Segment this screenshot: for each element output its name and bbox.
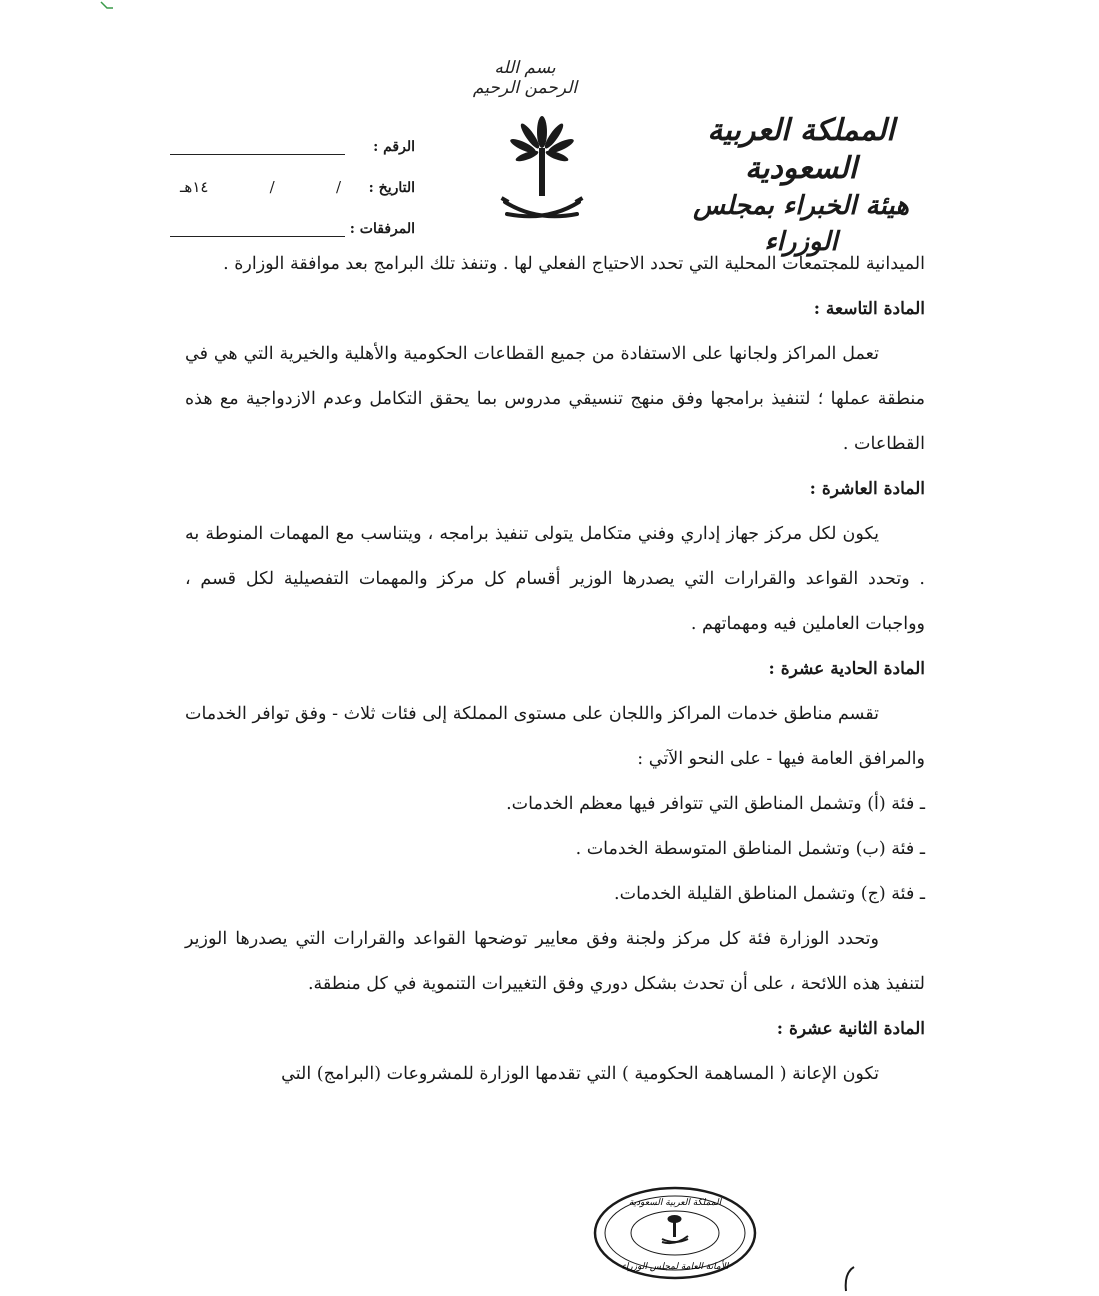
date-year: ١٤هـ [180, 178, 209, 196]
article-11-item-a: ـ فئة (أ) وتشمل المناطق التي تتوافر فيها معظم الخدمات. [506, 794, 925, 814]
date-value [170, 178, 345, 196]
date-field [170, 155, 415, 196]
article-9-text: تعمل المراكز ولجانها على الاستفادة من جميع القطاعات الحكومية والأهلية والخيرية التي هي في منطقة عملها ؛ لتنفيذ برامجها وفق منهج تنسيقي مدروس بما يحقق التكامل وعدم الازدواجية مع هذه القطاعات . [185, 344, 925, 454]
number-field [170, 114, 415, 155]
article-11-item-b: ـ فئة (ب) وتشمل المناطق المتوسطة الخدمات . [575, 839, 925, 859]
article-9-title: المادة التاسعة : [813, 299, 925, 319]
article-12-text: تكون الإعانة ( المساهمة الحكومية ) التي تقدمها الوزارة للمشروعات (البرامج) التي [281, 1064, 879, 1084]
article-12-title: المادة الثانية عشرة : [776, 1019, 925, 1039]
organization-block [661, 112, 941, 260]
page-fragment-mark-icon [840, 1265, 858, 1293]
article-11-item-c: ـ فئة (ج) وتشمل المناطق القليلة الخدمات. [614, 884, 925, 904]
date-day-sep: / [335, 178, 341, 196]
seal-text-bottom: الأمانة العامة لمجلس الوزراء [621, 1262, 729, 1272]
attachments-label: المرفقات : [349, 221, 415, 237]
basmala: بسم الله الرحمن الرحيم [472, 58, 578, 98]
org-name: المملكة العربية السعودية [707, 113, 895, 186]
org-subtitle: هيئة الخبراء بمجلس الوزراء [693, 191, 909, 257]
scan-corner-mark-icon [100, 0, 114, 10]
attachments-line [170, 222, 345, 237]
article-10-title: المادة العاشرة : [809, 479, 925, 499]
intro-paragraph: الميدانية للمجتمعات المحلية التي تحدد الاحتياج الفعلي لها . وتنفذ تلك البرامج بعد موافقة الوزارة . [223, 254, 925, 274]
number-line [170, 140, 345, 155]
date-month-sep: / [269, 178, 275, 196]
official-seal-icon [592, 1185, 758, 1281]
article-11-text: تقسم مناطق خدمات المراكز واللجان على مستوى المملكة إلى فئات ثلاث - وفق توافر الخدمات والمرافق العامة فيها - على النحو الآتي : [185, 704, 925, 769]
palm-swords-emblem-icon [497, 110, 587, 230]
number-label: الرقم : [373, 139, 415, 155]
article-11-title: المادة الحادية عشرة : [768, 659, 925, 679]
attachments-field [170, 196, 415, 237]
article-11-text-2: وتحدد الوزارة فئة كل مركز ولجنة وفق معايير توضحها القواعد والقرارات التي يصدرها الوزير لتنفيذ هذه اللائحة ، على أن تحدث بشكل دوري وفق التغييرات التنموية في كل منطقة. [185, 929, 925, 994]
seal-text-top: المملكة العربية السعودية [628, 1198, 722, 1208]
date-label: التاريخ : [368, 180, 415, 196]
document-body [185, 242, 925, 1097]
article-10-text: يكون لكل مركز جهاز إداري وفني متكامل يتولى تنفيذ برامجه ، ويتناسب مع المهمات المنوطة به . وتحدد القواعد والقرارات التي يصدرها الوزير أقسام كل مركز والمهمات التفصيلية لكل قسم ، وواجبات العاملين فيه ومهماتهم . [185, 524, 925, 634]
reference-fields [170, 114, 415, 237]
